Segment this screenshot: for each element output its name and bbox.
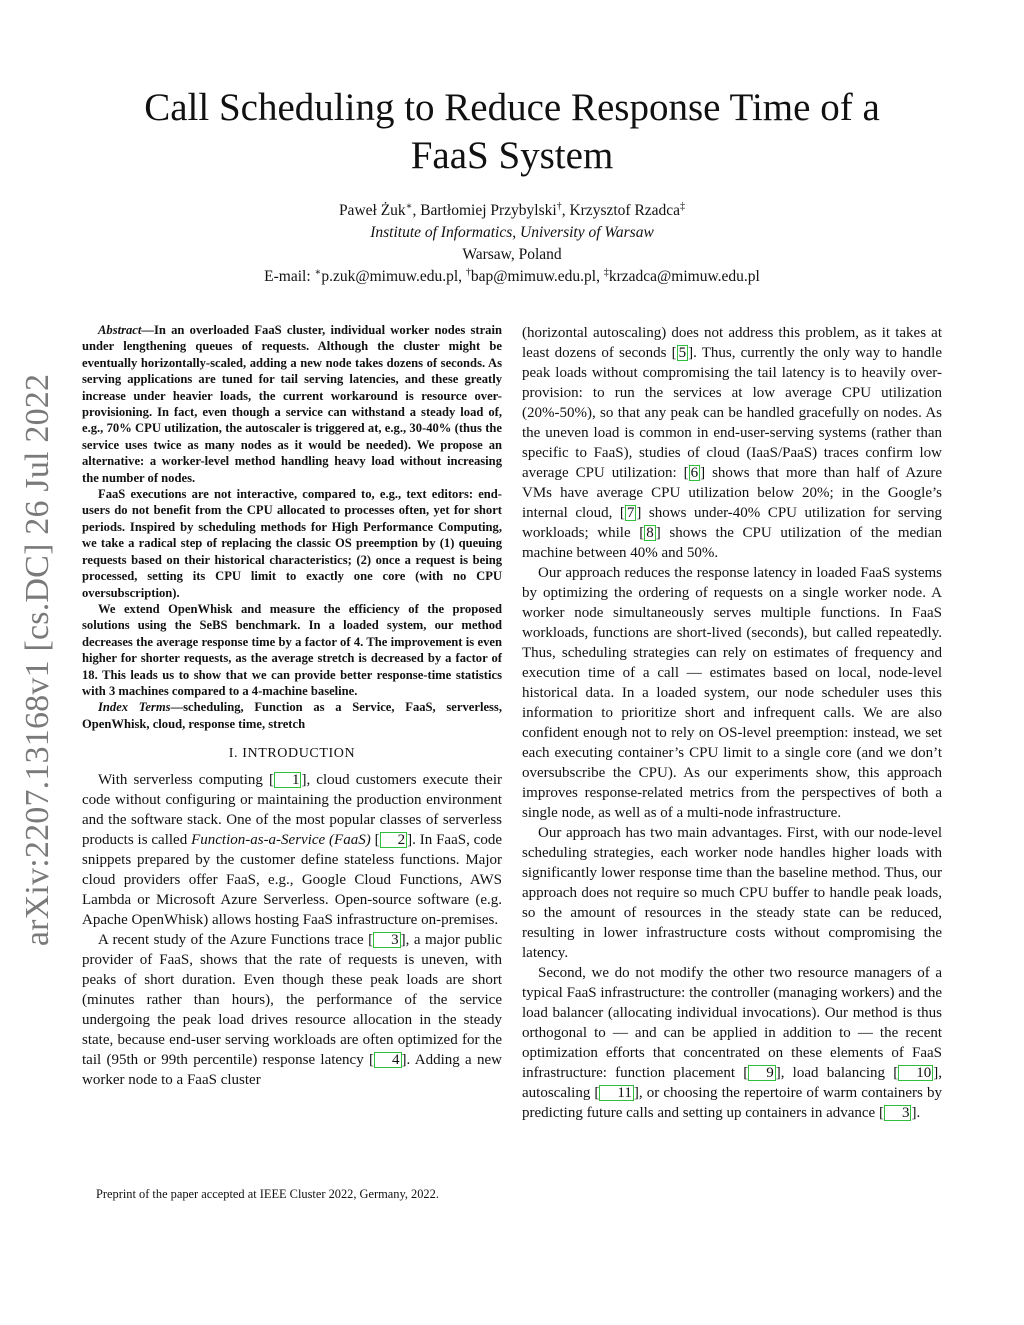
author-names: Paweł Żuk∗, Bartłomiej Przybylski†, Krzysztof Rzadca‡ — [338, 200, 686, 219]
right-paragraph-3: Our approach has two main advantages. First, with our node-level scheduling strategies, each worker node handles higher loads with significantly lower response time than the baseline method. Thus, our approach does not require so much CPU buffer to handle peak loads, so the amount of resources in the steady state can be reduced, resulting in lower infrastructure costs without compromising the latency. — [522, 825, 942, 961]
citation-link[interactable]: 11 — [599, 1085, 633, 1101]
citation-link[interactable]: 5 — [678, 345, 687, 361]
location: Warsaw, Poland — [462, 246, 562, 263]
email-3[interactable]: krzadca@mimuw.edu.pl — [608, 268, 760, 285]
citation-link[interactable]: 7 — [626, 505, 635, 521]
email-2[interactable]: bap@mimuw.edu.pl — [470, 268, 597, 285]
affiliation: Institute of Informatics, University of Warsaw — [370, 224, 654, 241]
arxiv-identifier: arXiv:2207.13168v1 [cs.DC] 26 Jul 2022 — [19, 373, 56, 947]
author-3: Krzysztof Rzadca — [569, 202, 681, 219]
citation-link[interactable]: 3 — [373, 932, 401, 948]
emails: E-mail: ∗p.zuk@mimuw.edu.pl, †bap@mimuw.edu.pl, ‡krzadca@mimuw.edu.pl — [264, 266, 760, 285]
footnote: Preprint of the paper accepted at IEEE Cluster 2022, Germany, 2022. — [96, 1187, 439, 1201]
author-1: Paweł Żuk — [338, 202, 406, 219]
author-2: Bartłomiej Przybylski — [420, 202, 557, 219]
abstract — [82, 322, 502, 732]
citation-link[interactable]: 8 — [646, 525, 654, 541]
citation-link[interactable]: 6 — [690, 465, 699, 481]
right-paragraph-2: Our approach reduces the response latency in loaded FaaS systems by optimizing the ordering of requests on a single worker node. A worker node simultaneously serves multiple functions. In FaaS workloads, functions are short-lived (seconds), but called repeatedly. Thus, scheduling strategies can rely on estimates of frequency and execution time of a call — estimates based on local, node-level historical data. In a loaded system, our node scheduler uses this information to prioritize short and infrequent calls. We are also confident enough not to rely on OS-level preemption: instead, we set each executing container’s CPU limit to a single core (and we don’t oversubscribe the CPU). As our experiments show, this approach improves response-related metrics from the perspectives of both a single node, as well as of a multi-node infrastructure. — [522, 565, 942, 821]
introduction-body — [82, 770, 502, 1090]
left-column — [82, 322, 502, 1090]
citation-link[interactable]: 2 — [380, 832, 408, 848]
email-1[interactable]: p.zuk@mimuw.edu.pl — [321, 268, 459, 285]
right-paragraph-4: Second, we do not modify the other two resource managers of a typical FaaS infrastructure: the controller (managing workers) and the load balancer (allocating individual invocations). Our method is thus orthogonal to — and can be applied in addition to — the recent optimization efforts that concentrated on these elements of FaaS infrastructure: function placement [ 9 ], load balancing [ 10 ], autoscaling [ 11 ], or choosing the repertoire of warm containers by predicting future calls and setting up containers in advance [ 3 ]. — [522, 965, 942, 1121]
abstract-paragraph-1: Abstract—In an overloaded FaaS cluster, individual worker nodes strain under lengthening queues of requests. Although the cluster might be eventually horizontally-scaled, adding a new node takes dozens of seconds. As serving applications are tuned for tail serving latencies, and these greatly increase under heavier loads, the current workaround is resource over-provisioning. In fact, even though a service can withstand a steady load of, e.g., 70% CPU utilization, the autoscaler is triggered at, e.g., 30-40% (thus the service uses twice as many nodes as it would be needed). We propose an alternative: a worker-level method handling heavy load without increasing the number of nodes. — [82, 323, 502, 485]
citation-link[interactable]: 10 — [898, 1065, 933, 1081]
citation-link[interactable]: 9 — [748, 1065, 776, 1081]
author-block — [110, 200, 914, 288]
intro-paragraph-2: A recent study of the Azure Functions trace [ 3 ], a major public provider of FaaS, shows that the rate of requests is uneven, with peaks of short duration. Even though these peak loads are short (minutes rather than hours), the performance of the service undergoing the peak load drives resource allocation in the steady state, because end-user serving workloads are often optimized for the tail (95th or 99th percentile) response latency [ 4 ]. Adding a new worker node to a FaaS cluster — [82, 932, 503, 1089]
right-paragraph-1: (horizontal autoscaling) does not address this problem, as it takes at least dozens of seconds [ 5 ]. Thus, currently the only way to handle peak loads without compromising the tail latency is to heavily over-provision: to run the services at low average CPU utilization (20%-50%), so that any peak can be handled gracefully on nodes. As the uneven load is common in end-user-serving systems (rather than specific to FaaS), studies of cloud (IaaS/PaaS) traces confirm low average CPU utilization: [ 6 ] shows that more than half of Azure VMs have average CPU utilization below 20%; in the Google’s internal cloud, [ 7 ] shows under-40% CPU utilization for serving workloads; while [ 8 ] shows the CPU utilization of the median machine between 40% and 50%. — [522, 325, 943, 561]
abstract-paragraph-2: FaaS executions are not interactive, compared to, e.g., text editors: end-users do not benefit from the CPU allocated to processes often, yet for short periods. Inspired by scheduling methods for High Performance Computing, we take a radical step of replacing the classic OS preemption by (1) queuing requests based on their historical characteristics; (2) once a request is being processed, setting its CPU limit to exactly one core (with no CPU oversubscription). — [82, 487, 502, 600]
citation-link[interactable]: 3 — [884, 1105, 912, 1121]
citation-link[interactable]: 1 — [274, 772, 302, 788]
right-column — [522, 323, 942, 1123]
paper-title: Call Scheduling to Reduce Response Time of a FaaS System — [144, 86, 880, 177]
intro-paragraph-1: With serverless computing [ 1 ], cloud customers execute their code without configuring or maintaining the production environment and the software stack. One of the most popular classes of serverless products is called Function-as-a-Service (FaaS) [ 2 ]. In FaaS, code snippets prepared by the customer define stateless functions. Major cloud providers offer FaaS, e.g., Google Cloud Functions, AWS Lambda or Microsoft Azure Serverless. Open-source software (e.g. Apache OpenWhisk) allows hosting FaaS infrastructure on-premises. — [82, 772, 502, 929]
citation-link[interactable]: 4 — [374, 1052, 402, 1068]
index-terms: Index Terms—scheduling, Function as a Service, FaaS, serverless, OpenWhisk, cloud, response time, stretch — [82, 700, 502, 731]
section-heading-introduction: I. INTRODUCTION — [228, 746, 356, 762]
arxiv-sidebar — [8, 360, 68, 960]
abstract-paragraph-3: We extend OpenWhisk and measure the efficiency of the proposed solutions using the SeBS benchmark. In a loaded system, our method decreases the average response time by a factor of 4. The improvement is even higher for shorter requests, as the average stretch is decreased by a factor of 18. This leads us to show that we can provide better response-time statistics with 3 machines compared to a 4-machine baseline. — [82, 601, 502, 698]
